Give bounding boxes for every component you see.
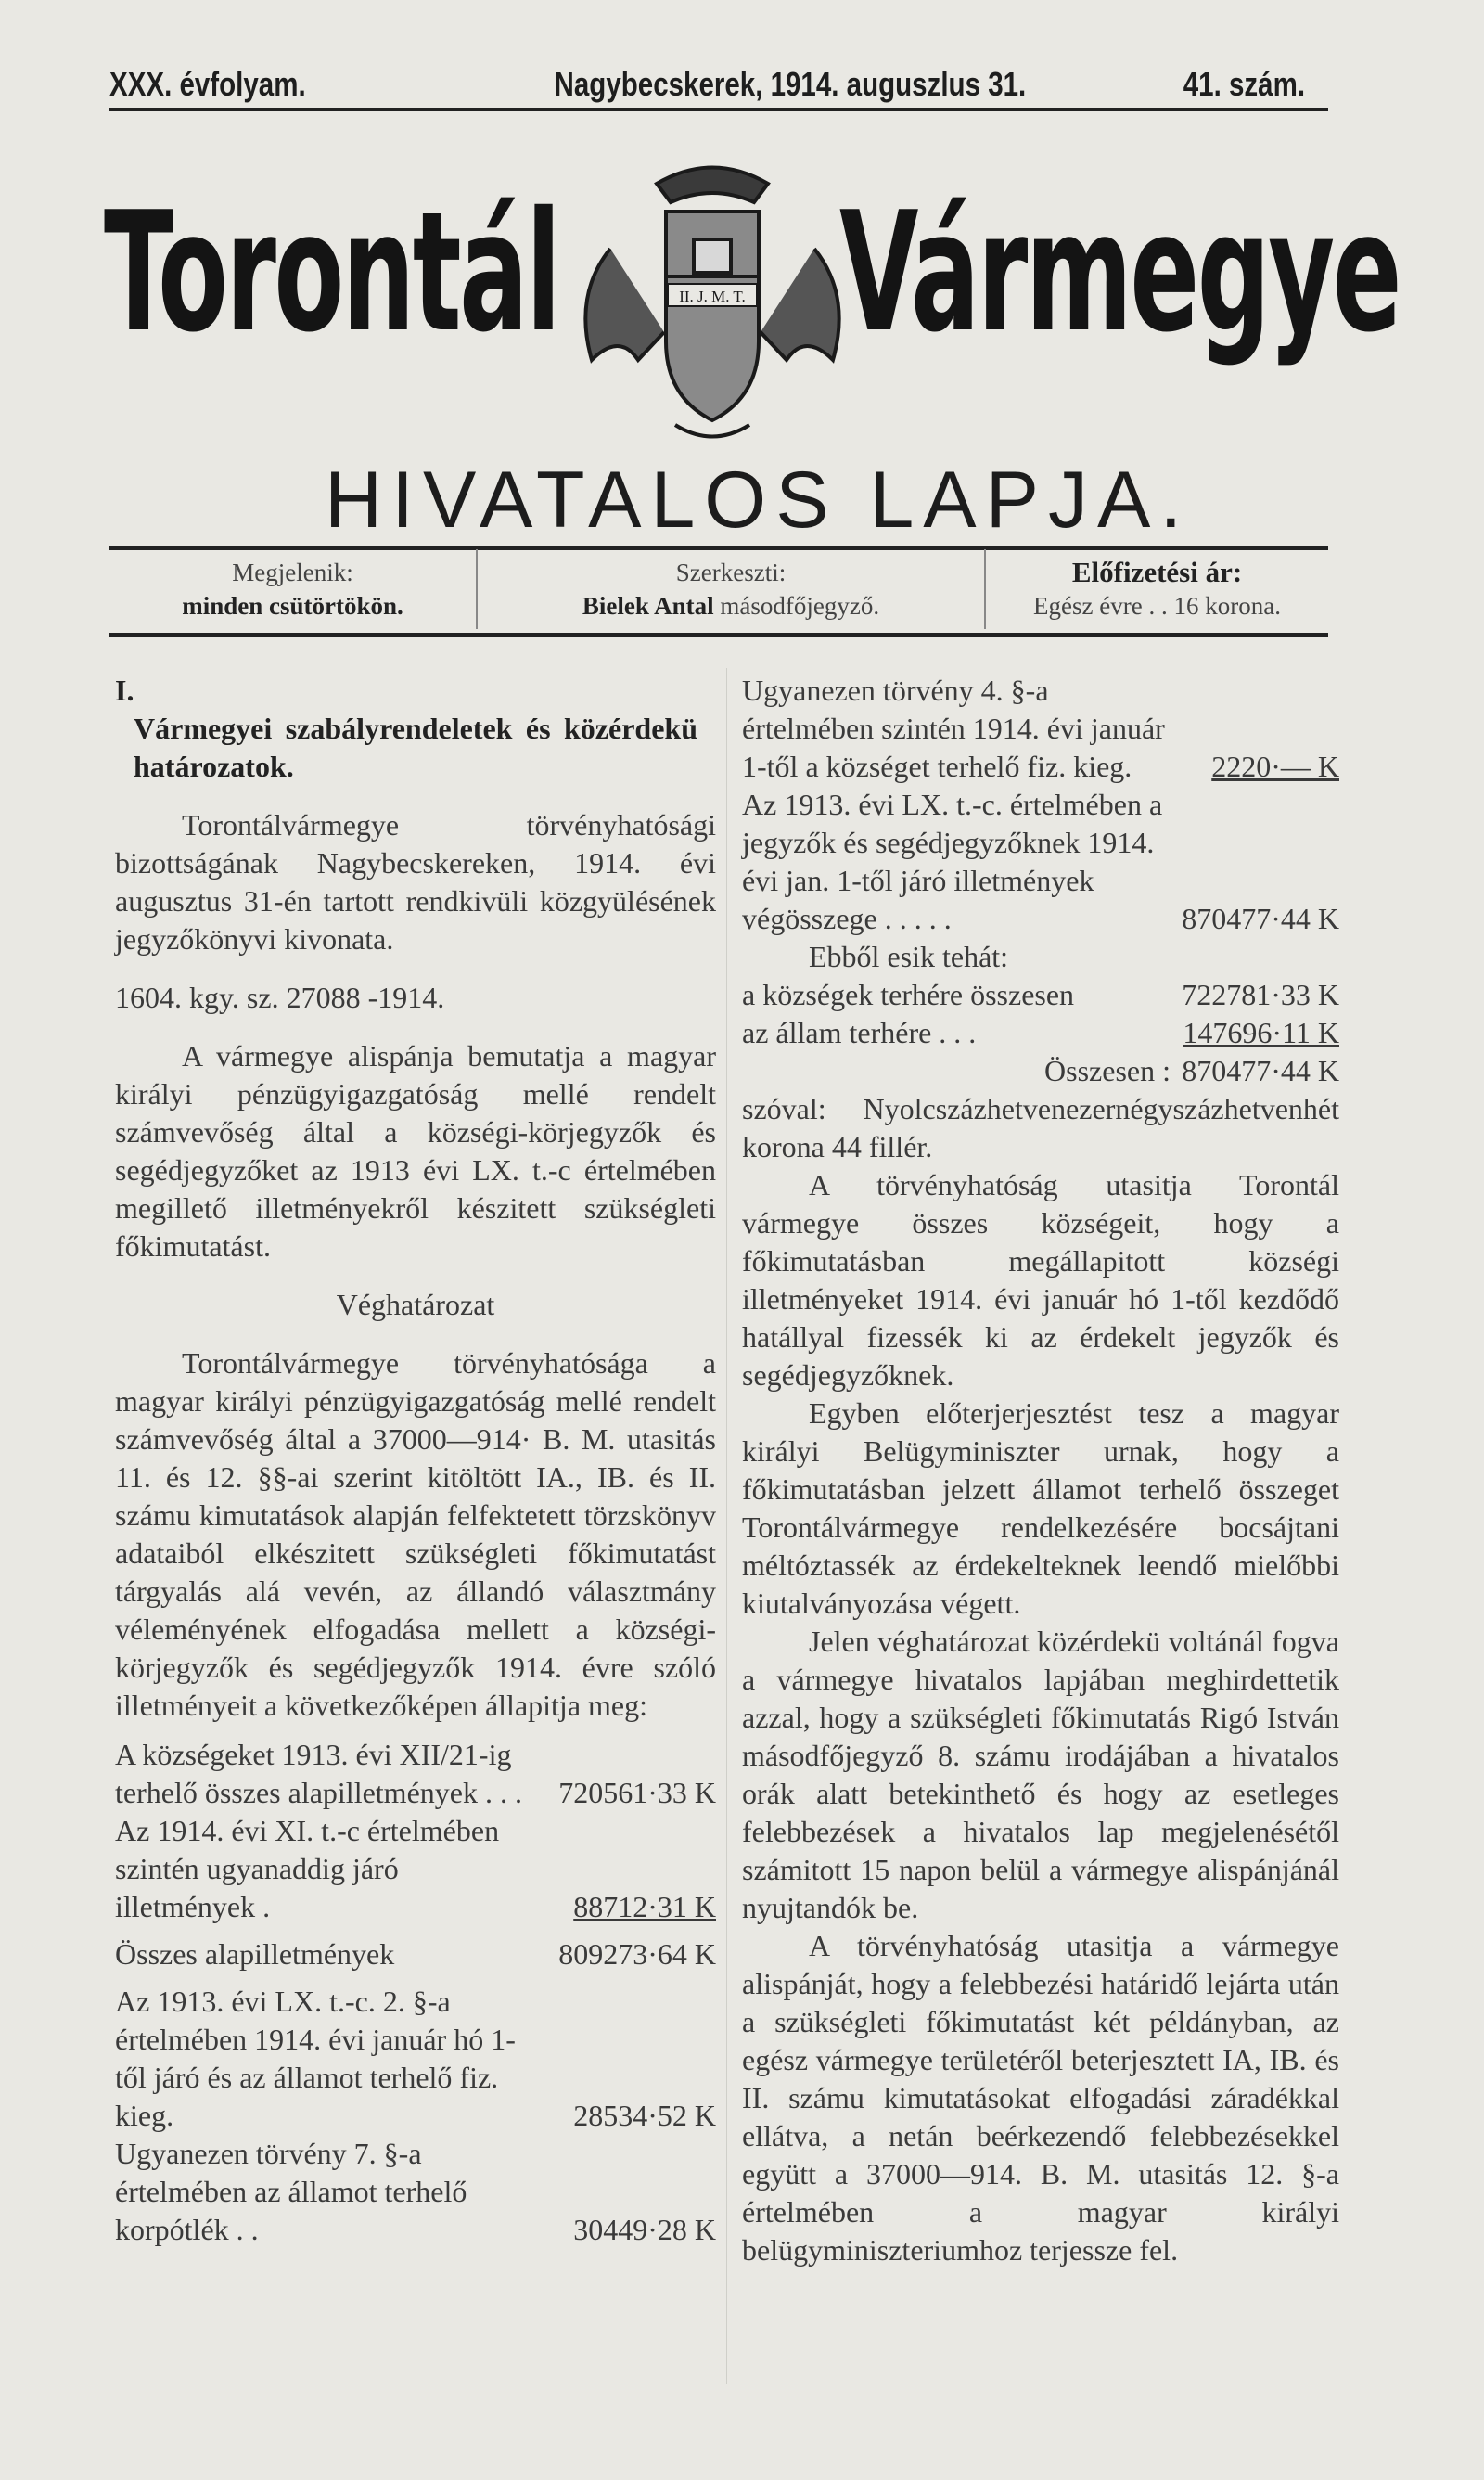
ledger-amount: 147696·11 K — [1183, 1016, 1339, 1049]
total-row — [742, 1052, 1339, 1090]
amount-in-words: szóval: Nyolcszázhetvenezernégyszázhetvenhét korona 44 fillér. — [742, 1092, 1339, 1163]
paragraph-r3: Jelen véghatározat közérdekü voltánál fogva a vármegye hivatalos lapjában meghirdettetik azzal, hogy a szükségleti főkimutatás Rigó István másodfőjegyző 8. számu irodájában a hivatalos orák alatt betekinthető és hogy az esetleges felebbezések a hivatalos lap megjelenésétől számitott 15 napon belül a vármegye alispánjánál nyujtandók be. — [742, 1625, 1339, 1924]
reference-number: 1604. kgy. sz. 27088 -1914. — [115, 981, 445, 1014]
coat-of-arms-icon — [555, 147, 870, 453]
masthead-subtitle: HIVATALOS LAPJA. — [325, 456, 1192, 545]
header-rule — [109, 108, 1328, 111]
ledger-label: Ugyanezen törvény 7. §-a értelmében az államot terhelő korpótlék . . — [115, 2137, 467, 2246]
masthead-title-right: Vármegye — [839, 176, 1401, 368]
ledger-label: az állam terhére . . . — [742, 1016, 977, 1049]
ledger-amount: 88712·31 K — [573, 1890, 716, 1923]
paragraph-r2: Egyben előterjerjesztést tesz a magyar királyi Belügyminiszter urnak, hogy a főkimutatásban jelzett államot terhelő összeget Torontálvármegye rendelkezésére bocsájtani méltóztassék az érdekelteknek leendő mielőbbi kiutalványozása végett. — [742, 1396, 1339, 1620]
editor-box — [476, 549, 986, 629]
appears-box — [109, 549, 476, 629]
ledger-row — [742, 976, 1339, 1014]
of-which-label: Ebből esik tehát: — [809, 940, 1009, 973]
ledger-amount: 720561·33 K — [558, 1776, 716, 1809]
ledger-label: a községek terhére összesen — [742, 978, 1075, 1011]
masthead-title-left: Torontál — [104, 176, 559, 368]
paragraph-r4: A törvényhatóság utasitja a vármegye alispánját, hogy a felebbezési határidő lejárta után a szükségleti főkimutatást két példányban, az egész vármegye területéről beterjesztett IA, IB. és II. számu kimutatásokat elfogadási záradékkal ellátva, a netán beérkezendő felebbezésekkel együtt a 37000—914. B. M. utasitás 12. §-a értelmében a magyar királyi belügyminiszteriumhoz terjessze fel. — [742, 1929, 1339, 2267]
editor-role: másodfőjegyző. — [720, 592, 880, 620]
subscription-value: Egész évre . . 16 korona. — [1033, 592, 1281, 620]
ledger-amount: 870477·44 K — [1182, 902, 1339, 935]
ledger-row — [115, 1935, 716, 1973]
section-title: Vármegyei szabályrendeletek és közérdekü határozatok. — [134, 712, 697, 783]
ledger-row — [115, 1812, 716, 1926]
appears-label: Megjelenik: — [232, 559, 353, 586]
ledger-amount: 809273·64 K — [558, 1937, 716, 1971]
ledger-label: A községeket 1913. évi XII/21-ig terhelő összes alapilletmények . . . — [115, 1738, 522, 1809]
right-column — [742, 672, 1339, 2269]
paragraph-2: Torontálvármegye törvényhatósága a magyar királyi pénzügyigazgatóság mellé rendelt számvevőség által a 37000—914· B. M. utasitás 11. és 12. §§-ai szerint kitöltött IA., IB. és II. számu kimutatások alapján felfektetett törzskönyv adataiból elkészitett szükségleti főkimutatást tárgyalás alá vevén, az állandó választmány véleményének elfogadása mellett a községi-körjegyzők és segédjegyzők 1914. évre szóló illetményeit a következőképen állapitja meg: — [115, 1346, 716, 1722]
ledger-row — [115, 1983, 716, 2135]
paragraph-r1: A törvényhatóság utasitja Torontál vármegye összes községeit, hogy a főkimutatásban megállapitott községi illetményeket 1914. évi január hó 1-től kezdődő hatállyal fizessék ki az érdekelt jegyzők és segédjegyzőknek. — [742, 1168, 1339, 1392]
column-divider — [726, 668, 727, 2384]
section-number: I. — [115, 674, 134, 707]
left-column — [115, 672, 716, 2249]
ledger-label: Az 1913. évi LX. t.-c. értelmében a jegyzők és segédjegyzőknek 1914. évi jan. 1-től járó illetmények végösszege . . . . . — [742, 788, 1163, 935]
ledger-label: Összes alapilletmények — [115, 1937, 395, 1971]
ledger-row — [742, 672, 1339, 786]
ledger-row — [742, 1014, 1339, 1052]
ledger-row — [115, 2135, 716, 2249]
appears-value: minden csütörtökön. — [182, 592, 403, 620]
ledger-label: Ugyanezen törvény 4. §-a értelmében szintén 1914. évi január 1-től a községet terhelő fiz. kieg. — [742, 674, 1165, 783]
ledger-amount: 30449·28 K — [573, 2213, 716, 2246]
info-rule-bottom — [109, 633, 1328, 637]
ledger-row — [115, 1736, 716, 1812]
intro-paragraph: Torontálvármegye törvényhatósági bizottságának Nagybecskereken, 1914. évi augusztus 31-én tartott rendkivüli közgyülésének jegyzőkönyvi kivonata. — [115, 808, 716, 956]
ledger-amount: 28534·52 K — [573, 2099, 716, 2132]
crest-banner: II. J. M. T. — [679, 288, 746, 305]
editor-label: Szerkeszti: — [675, 559, 787, 586]
paragraph-1: A vármegye alispánja bemutatja a magyar királyi pénzügyigazgatóság mellé rendelt számvevőség által a községi-körjegyzők és segédjegyzőket az 1913 évi LX. t.-c értelmében megillető illetményekről készitett szükségleti főkimutatást. — [115, 1039, 716, 1263]
place-date: Nagybecskerek, 1914. auguszlus 31. — [554, 65, 1027, 103]
volume: XXX. évfolyam. — [109, 65, 306, 103]
ledger-label: Az 1913. évi LX. t.-c. 2. §-a értelmében 1914. évi január hó 1-től járó és az államot terhelő fiz. kieg. — [115, 1985, 516, 2132]
ledger-amount: 2220·— K — [1211, 750, 1339, 783]
issue-number: 41. szám. — [1183, 65, 1306, 103]
ledger-amount: 722781·33 K — [1182, 978, 1339, 1011]
total-label: Összesen : — [1044, 1054, 1171, 1087]
editor-name: Bielek Antal — [582, 592, 714, 620]
issue-header — [109, 56, 1306, 104]
subscription-box — [986, 549, 1328, 629]
info-strip — [109, 549, 1328, 629]
ledger-row — [742, 786, 1339, 938]
ledger-label: Az 1914. évi XI. t.-c értelmében szintén ugyanaddig járó illetmények . — [115, 1814, 500, 1923]
decision-title: Véghatározat — [336, 1288, 495, 1321]
subscription-label: Előfizetési ár: — [1071, 556, 1243, 588]
total-amount: 870477·44 K — [1182, 1054, 1339, 1087]
